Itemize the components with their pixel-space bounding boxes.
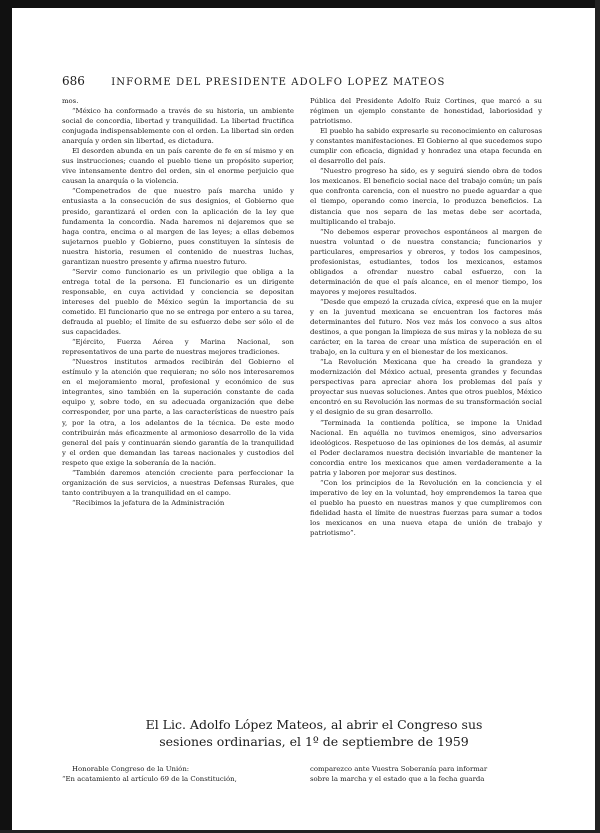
- scan-border-right: [595, 0, 600, 833]
- section-title-line-2: sesiones ordinarias, el 1º de septiembre de 1959: [159, 734, 469, 749]
- page-number: 686: [62, 74, 85, 88]
- paragraph: El desorden abunda en un país carente de fe en sí mismo y en sus instrucciones; cuando el pueblo tiene un propósito superior, vive intensamente dentro del orden, sin el enorme perjuicio que causan la anarquía o la violencia.: [62, 147, 294, 186]
- bottom-right-line-1: comparezco ante Vuestra Soberanía para informar: [310, 765, 488, 773]
- paragraph: mos.: [62, 97, 79, 105]
- paragraph: “Desde que empezó la cruzada cívica, expresé que en la mujer y en la juventud mexicana se encuentran los factores más determinantes del futuro. Nos vez más los convoco a sus altos destinos, a que pongan la limpieza de sus miras y la nobleza de su carácter, en la tarea de crear una mística de superación en el trabajo, en la cultura y en el bienestar de los mexicanos.: [310, 297, 542, 357]
- paragraph: “Servir como funcionario es un privilegio que obliga a la entrega total de la persona. El funcionario es un dirigente responsable, en cuya actividad y conciencia se depositan intereses del pueblo de México según la importancia de su cometido. El funcionario que no se entrega por entero a su tarea, defrauda al pueblo; el límite de su esfuerzo debe ser sólo el de sus capacidades.: [62, 267, 294, 337]
- salutation: Honorable Congreso de la Unión:: [72, 765, 190, 773]
- paragraph: “Nuestros institutos armados recibirán del Gobierno el estímulo y la atención que requieran; no sólo nos interesaremos en el mejoramiento moral, profesional y económico de sus integrantes, sino también en la superación constante de cada equipo y, sobre todo, en su adecuada organización que debe corresponder, por una parte, a las características de nuestro país y, por la otra, a los adelantos de la técnica. De este modo contribuirán más eficazmente al armonioso desarrollo de la vida general del país y continuarán siendo garantía de la tranquilidad y el orden que demandan las tareas nacionales y custodios del respeto que exige la soberanía de la nación.: [62, 358, 294, 467]
- right-text-column: [310, 96, 542, 726]
- scan-border-left: [0, 0, 12, 833]
- paragraph: “Recibimos la jefatura de la Administración: [72, 498, 225, 507]
- left-text-column: [62, 96, 294, 726]
- bottom-left-line: “En acatamiento al artículo 69 de la Constitución,: [62, 775, 237, 783]
- bottom-left-column: [62, 764, 294, 794]
- section-title: [80, 716, 548, 756]
- paragraph: Pública del Presidente Adolfo Ruiz Cortines, que marcó a su régimen un ejemplo constante de honestidad, laboriosidad y patriotismo.: [310, 97, 542, 126]
- paragraph: “No debemos esperar provechos espontáneos al margen de nuestra voluntad o de nuestra constancia; funcionarios y particulares, empresarios y obreros, y todos los campesinos, profesionistas, estudiantes, todos los mexicanos, estamos obligados a ofrendar nuestro cabal esfuerzo, con la determinación de que el país alcance, en el menor tiempo, los mayores y mejores resultados.: [310, 227, 542, 296]
- bottom-right-column: [310, 764, 542, 794]
- running-title: INFORME DEL PRESIDENTE ADOLFO LOPEZ MATEOS: [111, 77, 446, 88]
- section-title-line-1: El Lic. Adolfo López Mateos, al abrir el Congreso sus: [145, 717, 483, 732]
- paragraph: “También daremos atención creciente para perfeccionar la organización de sus servicios, a nuestras Defensas Rurales, que tanto contribuyen a la tranquilidad en el campo.: [62, 468, 294, 497]
- paragraph: El pueblo ha sabido expresarle su reconocimiento en calurosas y constantes manifestaciones. El Gobierno al que sucedemos supo cumplir con eficacia, dignidad y honradez una etapa fecunda en el desarrollo del país.: [310, 127, 542, 166]
- paragraph: “Con los principios de la Revolución en la conciencia y el imperativo de ley en la voluntad, hoy emprendemos la tarea que el pueblo ha puesto en nuestras manos y que cumpliremos con fidelidad hasta el límite de nuestras fuerzas para sumar a todos los mexicanos en una nueva etapa de unión de trabajo y patriotismo”.: [310, 478, 542, 538]
- paragraph: “La Revolución Mexicana que ha creado la grandeza y modernización del México actual, presenta grandes y fecundas perspectivas para apreciar ahora los problemas del país y proyectar sus nuevas soluciones. Antes que otros pueblos, México encontró en su Revolución las normas de su transformación social y el designio de su gran desarrollo.: [310, 358, 542, 417]
- running-header: [62, 74, 582, 88]
- paragraph: “Compenetrados de que nuestro país marcha unido y entusiasta a la consecución de sus designios, el Gobierno que presido, garantizará el orden con la aplicación de la ley que fundamenta la concordia. Nada haremos ni dejaremos que se haga contra, encima o al margen de las leyes; a ellas debemos sujetarnos pueblo y Gobierno, pues constituyen la síntesis de nuestra historia, resumen el contenido de nuestras luchas, garantizan nuestro presente y afirma nuestro futuro.: [62, 187, 294, 266]
- paragraph: “Nuestro progreso ha sido, es y seguirá siendo obra de todos los mexicanos. El beneficio social nace del trabajo común; un país que confronta carencia, con el nuestro no puede aguardar a que el tiempo, operando como inercia, lo produzca beneficios. La distancia que nos separa de las metas debe ser acortada, multiplicando el trabajo.: [310, 167, 542, 226]
- scan-border-top: [0, 0, 600, 8]
- paragraph: “México ha conformado a través de su historia, un ambiente social de concordia, libertad y tranquilidad. La libertad fructifica conjugada indispensablemente con el orden. La libertad sin orden anarquía y orden sin libertad, es dictadura.: [62, 107, 294, 146]
- bottom-right-line-2: sobre la marcha y el estado que a la fecha guarda: [310, 775, 485, 783]
- paragraph: “Ejército, Fuerza Aérea y Marina Nacional, son representativos de una parte de nuestras mejores tradiciones.: [62, 338, 294, 357]
- paragraph: “Terminada la contienda política, se impone la Unidad Nacional. En aquélla no tuvimos enemigos, sino adversarios ideológicos. Respetuoso de las opiniones de los demás, al asumir el Poder declaramos nuestra decisión invariable de mantener la concordia entre los mexicanos que amen verdaderamente a la patria y laboren por mejorar sus destinos.: [310, 418, 542, 477]
